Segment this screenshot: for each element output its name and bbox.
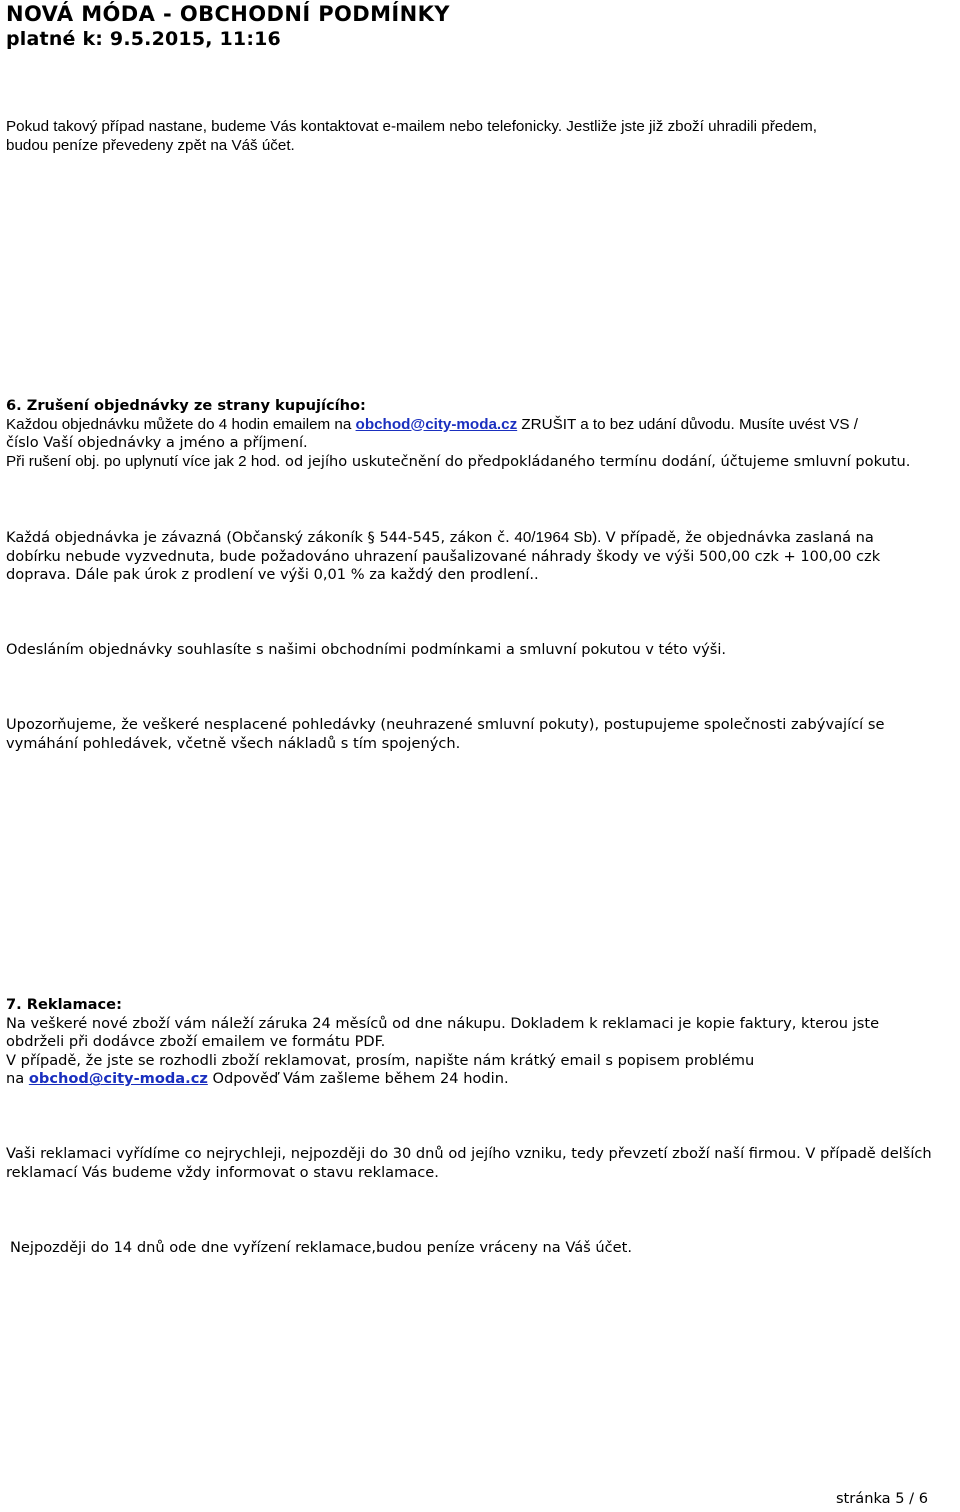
paragraph-refund xyxy=(10,1239,958,1258)
email-link[interactable]: obchod@city-moda.cz xyxy=(355,415,518,433)
paragraph-complaint-handling xyxy=(6,1145,954,1182)
text-fragment: Odpověď Vám zašleme během 24 hodin. xyxy=(207,1070,509,1088)
text-fragment: od jejího uskutečnění do předpokládaného termínu dodání, účtujeme smluvní pokutu. xyxy=(280,452,911,470)
text-line: budou peníze převedeny zpět na Váš účet. xyxy=(6,136,295,154)
email-link[interactable]: obchod@city-moda.cz xyxy=(28,1070,208,1088)
text-line xyxy=(6,529,954,548)
text-line xyxy=(6,416,954,435)
text-line xyxy=(6,1070,954,1089)
text-line: Na veškeré nové zboží vám náleží záruka 24 měsíců od dne nákupu. Dokladem k reklamaci je kopie faktury, kterou jste xyxy=(6,1014,880,1032)
text-line: Upozorňujeme, že veškeré nesplacené pohledávky (neuhrazené smluvní pokuty), postupujeme společnosti zabývající se xyxy=(6,716,885,733)
validity-date: platné k: 9.5.2015, 11:16 xyxy=(6,28,281,50)
text-line: obdrželi při dodávce zboží emailem ve formátu PDF. xyxy=(6,1033,386,1051)
text-line: dobírku nebude vyzvednuta, bude požadováno uhrazení paušalizované náhrady škody ve výši 500,00 czk + 100,00 czk xyxy=(6,547,881,565)
text-line: doprava. Dále pak úrok z prodlení ve výši 0,01 % za každý den prodlení.. xyxy=(6,566,539,584)
heading-text: Reklamace: xyxy=(26,996,122,1013)
section-heading xyxy=(6,996,954,1015)
text-fragment: V případě, že objednávka zaslaná na xyxy=(605,529,874,546)
text-line: vymáhání pohledávek, včetně všech nákladů s tím spojených. xyxy=(6,734,461,752)
page-number: stránka 5 / 6 xyxy=(835,1490,928,1507)
text-line: V případě, že jste se rozhodli zboží reklamovat, prosím, napište nám krátký email s popisem problému xyxy=(6,1051,755,1069)
heading-number: 7. xyxy=(6,996,27,1013)
text-line: Nejpozději do 14 dnů ode dne vyřízení reklamace,budou peníze vráceny na Váš účet. xyxy=(10,1239,632,1256)
document-title: NOVÁ MÓDA - OBCHODNÍ PODMÍNKY xyxy=(6,2,450,26)
text-line: Odesláním objednávky souhlasíte s našimi obchodními podmínkami a smluvní pokutou v této výši. xyxy=(6,641,727,658)
paragraph-binding-order xyxy=(6,529,954,585)
paragraph-debt-notice xyxy=(6,716,954,753)
text-line xyxy=(6,453,954,472)
text-fragment: Každou objednávku můžete do 4 hodin emailem na xyxy=(6,415,356,433)
text-fragment: na xyxy=(6,1070,29,1088)
section-order-cancellation xyxy=(6,397,954,471)
paragraph-contact-notice xyxy=(6,118,954,155)
text-fragment: Každá objednávka je závazná (Občanský zákoník § 544-545, zákon č. xyxy=(6,529,515,546)
text-line: Pokud takový případ nastane, budeme Vás kontaktovat e-mailem nebo telefonicky. Jestliže jste již zboží uhradili předem, xyxy=(6,118,817,135)
text-line: reklamací Vás budeme vždy informovat o stavu reklamace. xyxy=(6,1163,439,1181)
text-fragment: ZRUŠIT a to bez udání důvodu. Musíte uvést VS / xyxy=(517,415,858,433)
text-line: číslo Vaší objednávky a jméno a příjmení. xyxy=(6,434,308,452)
text-line: Vaši reklamaci vyřídíme co nejrychleji, nejpozději do 30 dnů od jejího vzniku, tedy převzetí zboží naší firmou. V případě delších xyxy=(6,1145,932,1162)
text-fragment: Při rušení obj. po uplynutí více jak 2 hod. xyxy=(6,452,281,470)
text-fragment: 40/1964 Sb). xyxy=(514,529,606,546)
paragraph-agreement xyxy=(6,641,954,660)
section-heading: 6. Zrušení objednávky ze strany kupujícího: xyxy=(6,397,366,414)
section-complaints xyxy=(6,996,954,1089)
document-header xyxy=(6,0,450,50)
